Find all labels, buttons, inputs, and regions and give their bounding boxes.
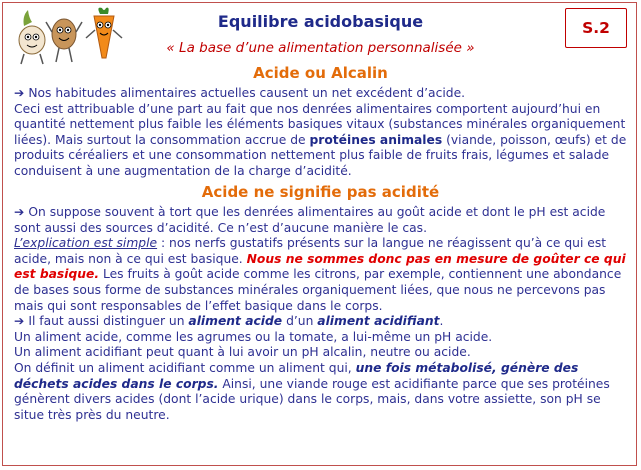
underlined-text: L’explication est simple <box>14 236 158 251</box>
paragraph <box>14 330 632 346</box>
section-acide-alcalin-body <box>14 86 632 180</box>
text: Ceci est attribuable d’une part au fait que nos denrées alimentaires comportent aujourd’hui en quantité nettement plus faible les éléments basiques vitaux (substances minérales organiquement liées). Mais surtout la consommation accrue de <box>14 101 626 147</box>
paragraph <box>14 102 632 180</box>
text: : nos nerfs gustatifs présents sur la langue ne réagissent qu’à ce qui est acide, mais non à ce qui est basique. <box>14 236 607 266</box>
text: (viande, poisson, œufs) et de produits céréaliers et une consommation nettement plus faible de fruits frais, légumes et salade conduisent à une augmentation de la charge d’acidité. <box>14 132 627 178</box>
text: d’un <box>282 314 318 329</box>
emphasis-text: aliment acidifiant <box>317 314 440 329</box>
emphasis-text: une fois métabolisé, génère des déchets acides dans le corps. <box>14 360 579 391</box>
page-subtitle: « La base d’une alimentation personnalisée » <box>166 40 475 56</box>
highlight-text: Nous ne sommes donc pas en mesure de goûter ce qui est basique. <box>14 251 626 282</box>
text: Les fruits à goût acide comme les citrons, par exemple, contiennent une abondance de bases sous forme de substances minérales organiquement liées, que nous ne percevons pas mais qui sont responsables de l’effet basique dans le corps. <box>14 267 622 313</box>
arrow-icon: ➔ <box>14 314 25 329</box>
section-heading-acide-acidite: Acide ne signifie pas acidité <box>201 183 440 201</box>
arrow-icon: ➔ <box>14 205 25 219</box>
text: Un aliment acidifiant peut quant à lui avoir un pH alcalin, neutre ou acide. <box>14 345 471 360</box>
paragraph <box>14 86 632 102</box>
paragraph <box>14 314 632 330</box>
emphasis-text: protéines animales <box>309 132 443 147</box>
page-title: Equilibre acidobasique <box>217 12 424 31</box>
text: Nos habitudes alimentaires actuelles causent un net excédent d’acide. <box>28 86 466 100</box>
emphasis-text: aliment acide <box>188 314 283 329</box>
text: . <box>439 314 444 329</box>
text: Ainsi, une viande rouge est acidifiante parce que ses protéines génèrent divers acides (dont l’acide urique) dans le corps, mais, dans votre assiette, son pH se situe très près du neutre. <box>14 376 610 422</box>
arrow-icon: ➔ <box>14 86 25 100</box>
paragraph <box>14 236 632 314</box>
sheet-id-badge: S.2 <box>565 8 627 48</box>
text: Il faut aussi distinguer un <box>28 314 189 329</box>
paragraph <box>14 361 632 423</box>
paragraph <box>14 345 632 361</box>
section-acide-acidite-body <box>14 205 632 423</box>
section-heading-acide-alcalin: Acide ou Alcalin <box>253 64 388 82</box>
text: On suppose souvent à tort que les denrées alimentaires au goût acide et dont le pH est acide sont aussi des sources d’acidité. Ce n’est d’aucune manière le cas. <box>14 205 606 235</box>
paragraph <box>14 205 632 236</box>
text: On définit un aliment acidifiant comme un aliment qui, <box>14 360 356 375</box>
text: Un aliment acide, comme les agrumes ou la tomate, a lui-même un pH acide. <box>14 329 493 344</box>
